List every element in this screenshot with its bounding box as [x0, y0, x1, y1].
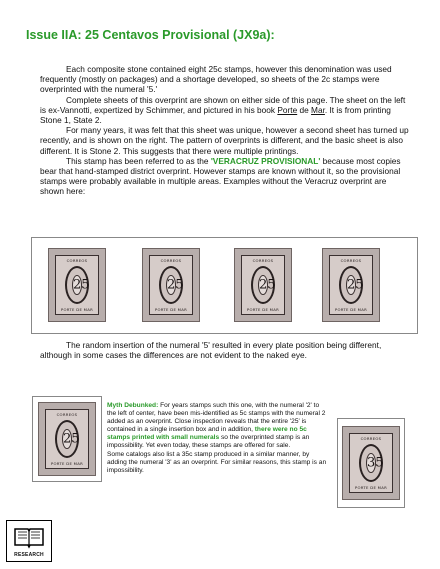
stamp-image: CORREOS 25 PORTE DE MAR — [38, 402, 96, 476]
intro-text — [40, 64, 412, 197]
open-book-icon — [13, 525, 45, 549]
stamp-examples-box — [31, 237, 418, 334]
stamp-image: CORREOS 25 PORTE DE MAR — [142, 248, 200, 322]
myth-stamp-left-box — [32, 396, 102, 482]
book-title-porte: Porte — [277, 104, 298, 115]
paragraph-second-sheet: For many years, it was felt that this sheet was unique, however a second sheet has turned up recently, and is shown on the right. The pattern of overprints is different, and the basic sheet is also different. It is Stone 2. This suggests that there were multiple printings. — [40, 125, 409, 156]
stamp-image: CORREOS 25 PORTE DE MAR — [48, 248, 106, 322]
research-label: RESEARCH — [14, 552, 44, 558]
book-title-mar: Mar — [311, 104, 325, 115]
veracruz-highlight: 'VERACRUZ PROVISIONAL' — [210, 155, 321, 166]
myth-debunked-text: Myth Debunked: For years stamps such this one, with the numeral '2' to the left of center, have been mis-identified as 5c stamps with the numeral 2 added as an overprint. Close inspection reveals that the entire '25' is contained in a single insertion box and in addition, there were no 5c stamps printed with small numerals so the overprinted stamp is an impossibility. Yet even today, these stamps are offered for sale. Some catalogs also list a 35c stamp produced in a similar manner, by adding the numeral '3' as an overprint. For similar reasons, this stamp is an impossibility. — [107, 402, 327, 474]
myth-stamp-right-box — [337, 418, 405, 508]
paragraph-composite-stone: Each composite stone contained eight 25c stamps, however this denomination was used frequently (mostly on packages) and a shortage developed, so sheets of the 2c stamps were overprinted with the numeral '5.' — [40, 64, 392, 95]
paragraph-complete-sheets: Complete sheets of this overprint are shown on either side of this page. The sheet on the left is ex-Vannotti, expertized by Schimmer, and pictured in his book Porte de Mar. It is from printing Stone 1, State 2. — [40, 94, 406, 126]
paragraph-veracruz: This stamp has been referred to as the 'VERACRUZ PROVISIONAL' because most copies bear that hand-stamped district overprint. However stamps are known without it, so the provisional stamps were probably available in multiple areas. Examples without the Veracruz overprint are shown here: — [40, 155, 401, 197]
stamp-image: CORREOS 35 PORTE DE MAR — [342, 426, 400, 500]
myth-label: Myth Debunked: — [107, 402, 159, 409]
stamp-image: CORREOS 25 PORTE DE MAR — [234, 248, 292, 322]
stamp-image: CORREOS 25 PORTE DE MAR — [322, 248, 380, 322]
page-title: Issue IIA: 25 Centavos Provisional (JX9a): — [26, 28, 275, 42]
research-badge — [6, 520, 52, 562]
myth-highlight: there were no 5c stamps printed with small numerals — [107, 426, 307, 442]
random-insertion-text: The random insertion of the numeral '5' resulted in every plate position being different, although in some cases the differences are not evident to the naked eye. — [40, 340, 382, 361]
